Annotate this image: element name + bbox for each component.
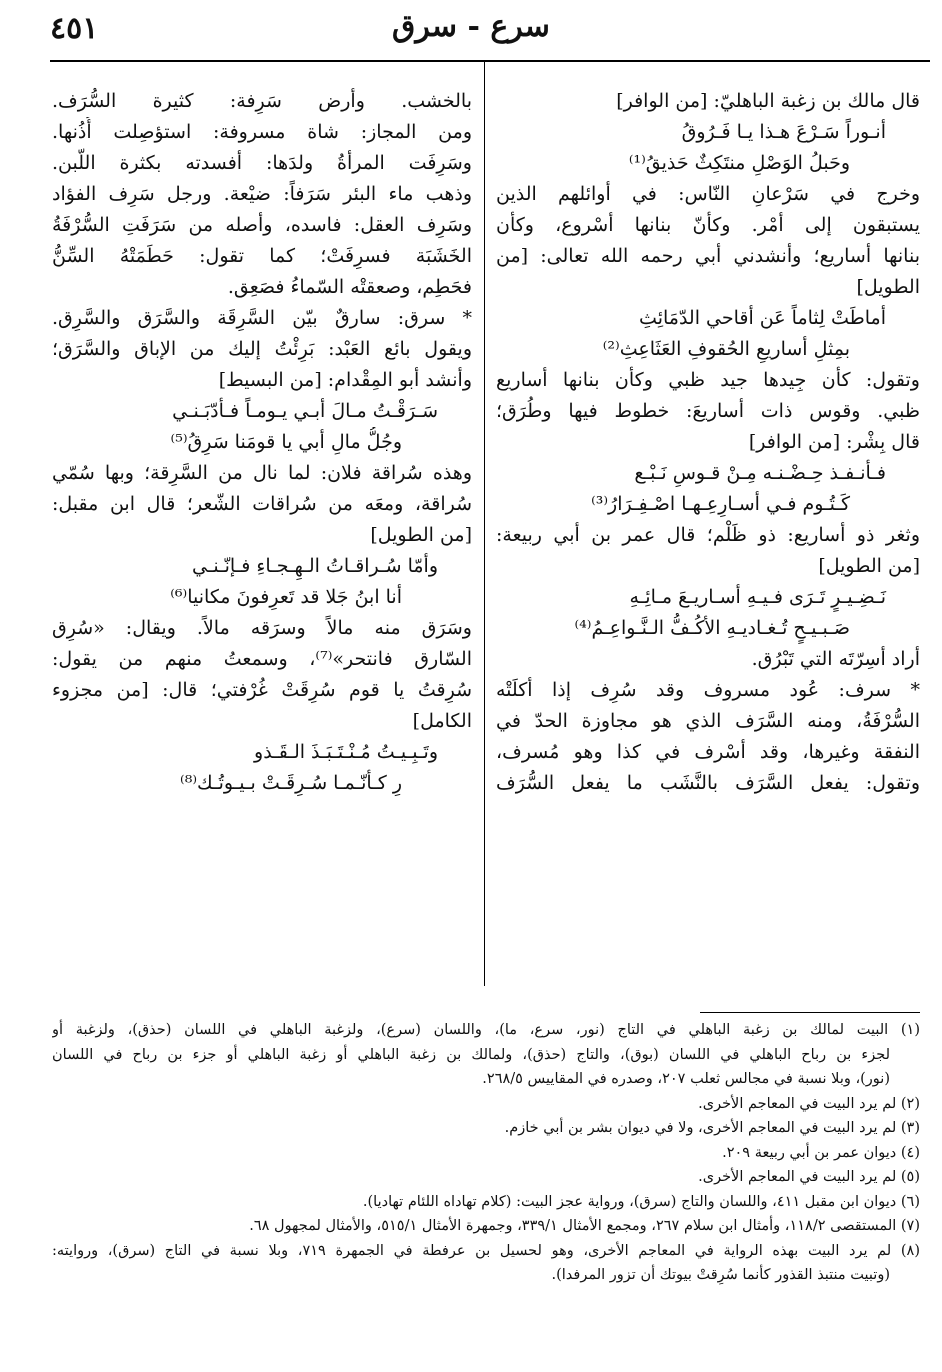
text-line: وسَرِف العقل: فاسده، وأصله من سَرَفَتِ السُّرْفَةُ	[52, 214, 472, 236]
footnote-line: (٦) ديوان ابن مقبل ٤١١، واللسان والتاج (سرق)، ورواية عجز البيت: (كلام تهاداه اللئام تهاديا).	[362, 1193, 920, 1210]
text-line: السّارق فانتحر»⁽⁷⁾، وسمعتُ منهم من يقول:	[52, 648, 472, 670]
verse-line: وجُلُّ مالِ أبي يا قومَنا سَرِقُ⁽⁵⁾	[170, 431, 402, 453]
verse-line: أنـوراً سَـرْعَ هـذا يـا فَـرُوقُ	[681, 121, 886, 143]
text-line: وثغر ذو أساريع: ذو ظَلْم؛ قال عمر بن أبي ربيعة:	[496, 524, 920, 546]
footnote-line: (١) البيت لمالك بن زغبة الباهلي في التاج (نور، سرع، ما)، واللسان (سرع)، ولزغبة الباهلي في اللسان (حذق)، ولزغبة أو	[52, 1022, 920, 1038]
text-line: أراد أسِرّتَه التي تَبْرُق.	[751, 648, 920, 670]
footnote-line: (٤) ديوان عمر بن أبي ربيعة ٢٠٩.	[722, 1144, 920, 1161]
verse-line: نَـضِـيـرٍ تَـرَى فـيـهِ أسـاريـعَ مـائِـهِ	[629, 586, 886, 608]
footnote-line: (٥) لم يرد البيت في المعاجم الأخرى.	[698, 1169, 920, 1185]
left-column	[52, 86, 472, 984]
text-line: [من الطويل]	[818, 555, 920, 577]
verse-line: أماطَتْ لِثاماً عَن أقاحي الدّمَائِثِ	[639, 307, 886, 329]
footnote-line: (نور)، وبلا نسبة في مجالس ثعلب ٢٠٧، وصدره في المقاييس ٢٦٨/٥.	[482, 1071, 890, 1087]
text-line: قال بِشْر: [من الوافر]	[748, 431, 920, 453]
text-line: الكامل]	[412, 710, 472, 732]
header-rule	[50, 60, 930, 62]
running-header: سرع - سرق	[392, 9, 550, 44]
text-line: الخَشَبَة فسرِفَتْ؛ كما تقول: حَطَمَتْهُ السِّنُّ	[52, 245, 472, 267]
text-line: وسَرِفَت المرأةُ ولدَها: أفسدته بكثرة اللّبن.	[52, 152, 472, 174]
verse-line: بمِثلِ أساريعِ الحُقوفِ العَثَاعِثِ⁽²⁾	[602, 338, 850, 360]
verse-line: وتَـبِـيـتُ مُـنْـتَـبَـذَ الـقَـذو	[254, 741, 438, 763]
verse-line: وأمّا سُـراقـاتُ الـهِـجـاءِ فـإنّـنـي	[191, 555, 438, 577]
text-line: وهذه سُراقة فلان: لما نال من السَّرِقة؛ وبها سُمّي	[52, 462, 472, 484]
verse-line: رِ كـأنّـمـا سُـرِقَـتْ بـيـوتُـك⁽⁸⁾	[180, 772, 402, 794]
text-line: وذهب ماء البئر سَرَفاً: ضيْعة. ورجل سَرِف الفؤاد	[52, 183, 472, 205]
verse-line: كَـتُـوم فـي أسـارِعِـهـا اصْـفِـرَارُ⁽³⁾	[591, 493, 850, 515]
text-line: ويقول بائع العَبْد: بَرِئْتُ إليك من الإباق والسَّرَق؛	[52, 338, 472, 360]
verse-line: وحَبلُ الوَصْلِ منتَكِثٌ حَذيقُ⁽¹⁾	[628, 152, 850, 174]
footnote-line: لجزء بن رباح الباهلي في اللسان (بوق)، والتاج (حذق)، ولمالك بن زغبة الباهلي أو زغبة الباهلي أو جزء بن رباح في اللسان	[52, 1046, 890, 1063]
text-line: يستبقون إلى أمْر. وكأنّ بنانها أسْروع، وكأن	[496, 214, 920, 236]
footnote-rule	[700, 1012, 920, 1013]
text-line: سُرِقتُ يا قوم سُرِقَتْ غُرْفتي؛ قال: [من مجزوء	[52, 679, 472, 701]
entry-headword-line: * سرق: سارقٌ بيّن السَّرِقَة والسَّرَق والسَّرِق.	[52, 307, 472, 329]
text-line: وسَرَق منه مالاً وسرَقه مالاً. ويقال: «سُرِق	[52, 617, 472, 639]
text-line: ومن المجاز: شاة مسروفة: استؤصِلت أُذُنها.	[52, 121, 472, 143]
footnote-line: (٢) لم يرد البيت في المعاجم الأخرى.	[698, 1095, 920, 1112]
footnote-line: (وتبيت منتبذ القذور كأنما سُرِقتْ بيوتك أن تزور المرفدا).	[551, 1267, 890, 1283]
footnote-line: (٨) لم يرد البيت بهذه الرواية في المعاجم الأخرى، وهو لحسيل بن عرفطة في الجمهرة ٧١٩، وبلا نسبة في التاج (سرق)، وروايته:	[52, 1242, 920, 1259]
text-line: فحَطِم، وصعقتْه السّماءُ فصَعِق.	[227, 276, 472, 298]
right-column	[496, 86, 920, 984]
text-line: وخرج في سَرْعانِ النّاس: في أوائلهم الذين	[496, 183, 920, 205]
footnote-line: (٣) لم يرد البيت في المعاجم الأخرى، ولا في ديوان بشر بن أبي خازم.	[504, 1120, 920, 1136]
text-line: السُّرْفَةُ، ومنه السَّرَف الذي هو مجاوزة الحدّ في	[496, 710, 920, 732]
text-line: وتقول: يفعل السَّرَف بالنَّشَب ما يفعل السُّرَف	[496, 772, 920, 794]
verse-line: صَـبـيـحٍ تُـغـاديـهِ الأكُـفُّ الـنَّـواعِـمُ⁽⁴⁾	[574, 617, 850, 639]
text-line: الطويل]	[856, 276, 920, 298]
footnotes	[52, 1018, 920, 1288]
column-divider	[484, 62, 485, 986]
text-line: بنانها أساريع؛ وأنشدني أبي رحمه الله تعالى: [من	[496, 245, 920, 267]
text-line: [من الطويل]	[370, 524, 472, 546]
text-line: ظبي. وقوس ذات أساريعَ: خطوط فيها وطُرَق؛	[496, 400, 920, 422]
text-line: وتقول: كأن جِيدها جيد ظبي وكأن بنانها أساريع	[496, 369, 920, 391]
text-line: قال مالك بن زغبة الباهليّ: [من الوافر]	[616, 90, 920, 112]
page-number: ٤٥١	[50, 11, 99, 46]
entry-headword-line: * سرف: عُود مسروف وقد سُرِف إذا أكلَتْه	[496, 679, 920, 701]
text-line: سُراقة، ومعَه من سُراقات الشّعر؛ قال ابن مقبل:	[52, 493, 472, 515]
text-line: بالخشب. وأرض سَرِفة: كثيرة السُّرَف.	[52, 90, 472, 112]
text-line: وأنشد أبو المِقْدام: [من البسيط]	[218, 369, 472, 391]
verse-line: سَـرَقْـتُ مـالَ أبـي يـومـاً فـأدّبَـنـي	[172, 400, 438, 422]
verse-line: أنا ابنُ جَلا قد تَعرِفونَ مكانيا⁽⁶⁾	[170, 586, 402, 608]
text-line: النفقة وغيرها، وقد أسْرف في كذا وهو مُسرف،	[496, 741, 920, 763]
footnote-line: (٧) المستقصى ١١٨/٢، وأمثال ابن سلام ٢٦٧، ومجمع الأمثال ٣٣٩/١، وجمهرة الأمثال ٥١٥/١، والأمثال لمجهول ٦٨.	[249, 1218, 920, 1234]
verse-line: فـأنـفـذ حِـضْـنـه مِـنْ قـوسِ نَـبْـع	[634, 462, 886, 484]
